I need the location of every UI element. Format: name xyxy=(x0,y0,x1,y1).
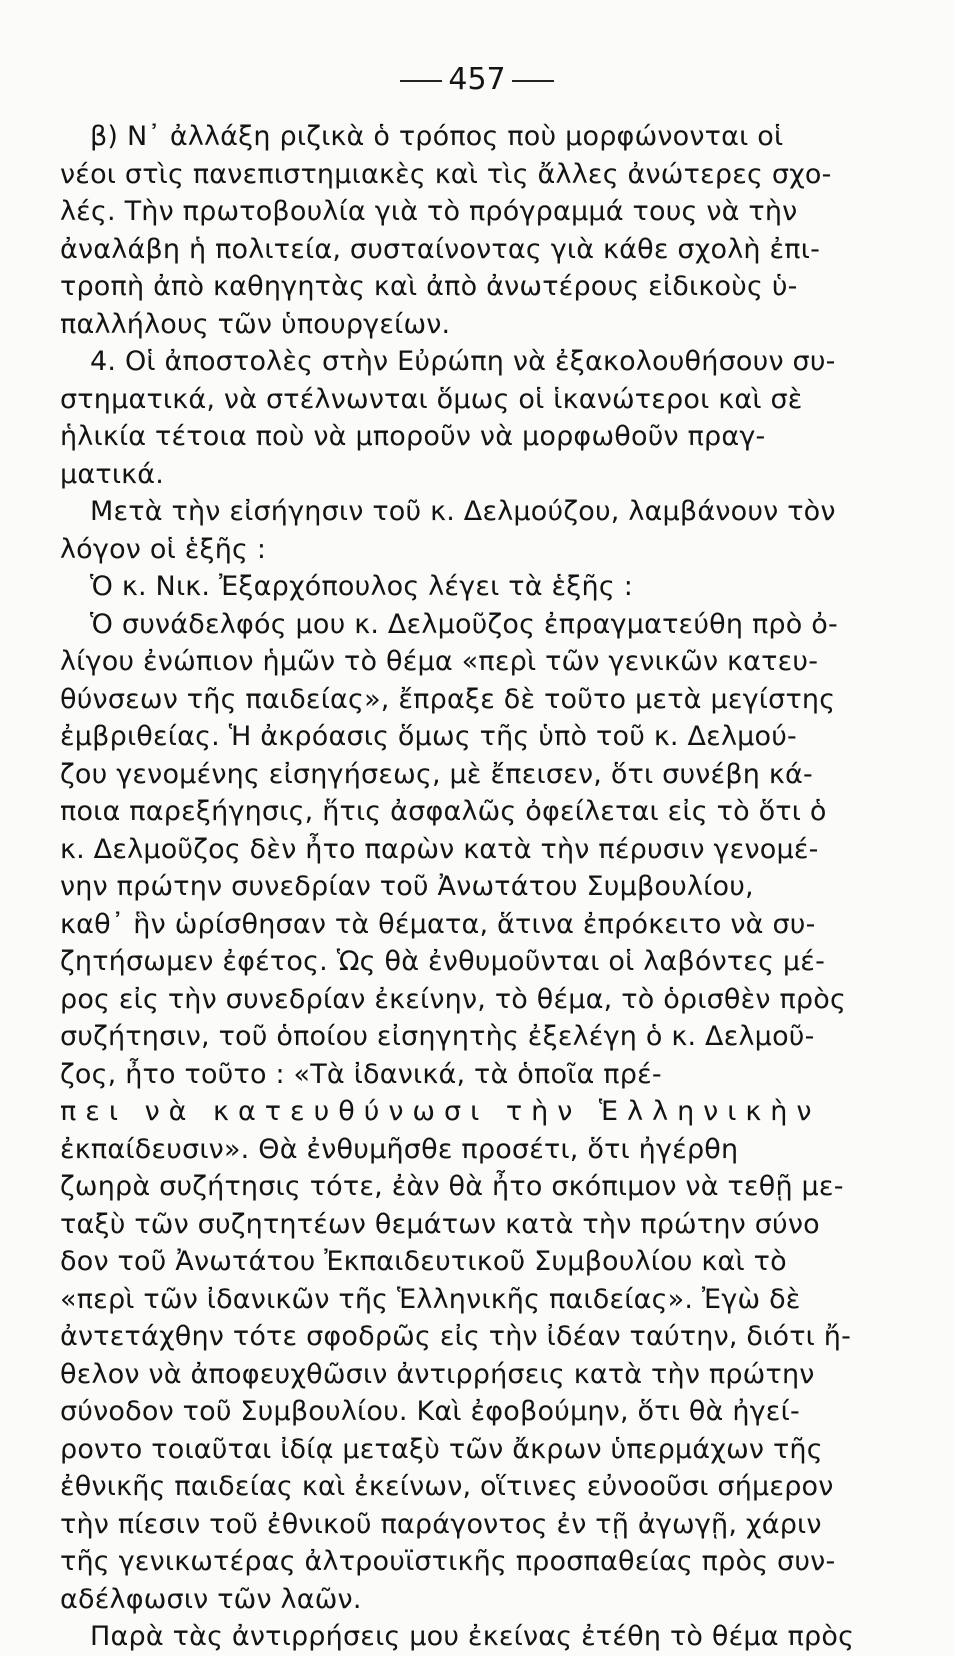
text-line: νην πρώτην συνεδρίαν τοῦ Ἀνωτάτου Συμβουλίου, xyxy=(60,871,754,902)
text-line: ζου γενομένης εἰσηγήσεως, μὲ ἔπεισεν, ὅτι συνέβη κά- xyxy=(60,758,813,790)
text-line: αδέλφωσιν τῶν λαῶν. xyxy=(60,1583,362,1615)
text-line: ποια παρεξήγησις, ἥτις ἀσφαλῶς ὀφείλεται εἰς τὸ ὅτι ὁ xyxy=(60,796,827,827)
text-line: παλλήλους τῶν ὑπουργείων. xyxy=(60,308,451,340)
speaker-line: Ὁ κ. Νικ. Ἐξαρχόπουλος λέγει τὰ ἑξῆς : xyxy=(90,571,633,602)
text-line: τῆς γενικωτέρας ἀλτρουϊστικῆς προσπαθείας πρὸς συν- xyxy=(60,1546,836,1577)
text-line: ροντο τοιαῦται ἰδίᾳ μεταξὺ τῶν ἄκρων ὑπερμάχων τῆς xyxy=(60,1433,823,1465)
text-line: τὴν πίεσιν τοῦ ἐθνικοῦ παράγοντος ἐν τῇ ἀγωγῇ, χάριν xyxy=(60,1508,822,1540)
text-line: λόγον οἱ ἑξῆς : xyxy=(60,533,267,565)
text-line: ζητήσωμεν ἐφέτος. Ὡς θὰ ἐνθυμοῦνται οἱ λαβόντες μέ- xyxy=(60,946,826,977)
spaced-text-line: πει νὰ κατευθύνωσι τὴν Ἑλληνικὴν xyxy=(60,1096,821,1127)
text-line: Μετὰ τὴν εἰσήγησιν τοῦ κ. Δελμούζου, λαμβάνουν τὸν xyxy=(90,496,836,527)
text-line: ἡλικία τέτοια ποὺ νὰ μποροῦν νὰ μορφωθοῦν πραγ- xyxy=(60,421,766,452)
text-line: ἐθνικῆς παιδείας καὶ ἐκείνων, οἵτινες εὐνοοῦσι σήμερον xyxy=(60,1471,834,1502)
text-line: ἀναλάβη ἡ πολιτεία, συσταίνοντας γιὰ κάθε σχολὴ ἐπι- xyxy=(60,233,821,265)
text-line: συζήτησιν, τοῦ ὁποίου εἰσηγητὴς ἐξελέγη ὁ κ. Δελμοῦ- xyxy=(60,1021,815,1052)
text-line: τροπὴ ἀπὸ καθηγητὰς καὶ ἀπὸ ἀνωτέρους εἰδικοὺς ὑ- xyxy=(60,271,798,302)
text-line: λίγου ἐνώπιον ἡμῶν τὸ θέμα «περὶ τῶν γενικῶν κατευ- xyxy=(60,646,819,677)
body-text xyxy=(60,118,860,1656)
text-line: Παρὰ τὰς ἀντιρρήσεις μου ἐκείνας ἐτέθη τὸ θέμα πρὸς xyxy=(90,1621,855,1652)
header-dash-left xyxy=(400,80,442,82)
text-line: ταξὺ τῶν συζητητέων θεμάτων κατὰ τὴν πρώτην σύνο xyxy=(60,1208,820,1240)
text-line: ἀντετάχθην τότε σφοδρῶς εἰς τὴν ἰδέαν ταύτην, διότι ἤ- xyxy=(60,1321,852,1352)
text-line: δον τοῦ Ἀνωτάτου Ἐκπαιδευτικοῦ Συμβουλίου καὶ τὸ xyxy=(60,1246,787,1277)
page-header xyxy=(0,62,954,97)
text-line: ματικά. xyxy=(60,458,165,490)
text-line: σύνοδον τοῦ Συμβουλίου. Καὶ ἐφοβούμην, ὅτι θὰ ἠγεί- xyxy=(60,1396,800,1427)
text-line: ἐκπαίδευσιν». Θὰ ἐνθυμῆσθε προσέτι, ὅτι ἠγέρθη xyxy=(60,1133,739,1165)
text-line: νέοι στὶς πανεπιστημιακὲς καὶ τὶς ἄλλες ἀνώτερες σχο- xyxy=(60,158,832,190)
text-line: Ὁ συνάδελφός μου κ. Δελμοῦζος ἐπραγματεύθη πρὸ ὀ- xyxy=(90,608,838,640)
text-line: 4. Οἱ ἀποστολὲς στὴν Εὐρώπη νὰ ἐξακολουθήσουν συ- xyxy=(90,346,836,377)
text-line: στηματικά, νὰ στέλνωνται ὅμως οἱ ἱκανώτεροι καὶ σὲ xyxy=(60,383,803,415)
text-line: ρος εἰς τὴν συνεδρίαν ἐκείνην, τὸ θέμα, τὸ ὁρισθὲν πρὸς xyxy=(60,983,847,1015)
text-line: θύνσεων τῆς παιδείας», ἔπραξε δὲ τοῦτο μετὰ μεγίστης xyxy=(60,683,836,715)
text-line: β) Ν᾽ ἀλλάξη ριζικὰ ὁ τρόπος ποὺ μορφώνονται οἱ xyxy=(90,121,784,152)
text-line: λές. Τὴν πρωτοβουλία γιὰ τὸ πρόγραμμά τους νὰ τὴν xyxy=(60,196,798,227)
text-line: ζος, ἦτο τοῦτο : «Τὰ ἰδανικά, τὰ ὁποῖα πρέ- xyxy=(60,1058,662,1090)
text-line: θελον νὰ ἀποφευχθῶσιν ἀντιρρήσεις κατὰ τὴν πρώτην xyxy=(60,1358,815,1390)
text-line: ἐμβριθείας. Ἡ ἀκρόασις ὅμως τῆς ὑπὸ τοῦ κ. Δελμού- xyxy=(60,721,797,752)
text-line: ζωηρὰ συζήτησις τότε, ἐὰν θὰ ἦτο σκόπιμον νὰ τεθῇ με- xyxy=(60,1171,844,1202)
page-number: 457 xyxy=(448,62,506,97)
text-line: «περὶ τῶν ἰδανικῶν τῆς Ἑλληνικῆς παιδείας». Ἐγὼ δὲ xyxy=(60,1283,801,1315)
text-line: κ. Δελμοῦζος δὲν ἦτο παρὼν κατὰ τὴν πέρυσιν γενομέ- xyxy=(60,833,819,865)
text-line: καθ᾽ ἣν ὡρίσθησαν τὰ θέματα, ἅτινα ἐπρόκειτο νὰ συ- xyxy=(60,908,816,940)
header-dash-right xyxy=(512,80,554,82)
